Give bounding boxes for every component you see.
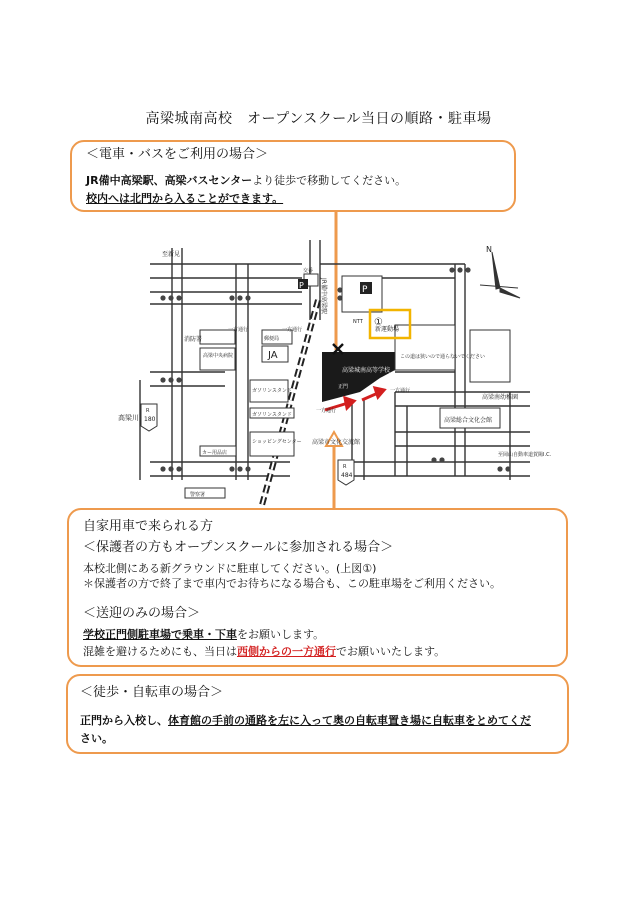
label-koban: 交番 — [303, 268, 314, 274]
label-exchange-hall: 高梁市文化交流館 — [312, 439, 361, 446]
label-school: 高梁城南高等学校 — [342, 367, 391, 374]
compass-icon — [480, 252, 520, 298]
train-bus-heading: ＜電車・バスをご利用の場合＞ — [86, 147, 269, 162]
car-box — [67, 508, 568, 667]
train-bus-line-2: 校内へは北門から入ることができます。 — [86, 192, 284, 205]
label-culture-hall: 高梁総合文化会館 — [444, 417, 493, 424]
walk-bike-enter: 正門から入校し、 — [80, 714, 168, 727]
hospital-block — [200, 348, 235, 370]
walk-bike-box — [66, 674, 569, 754]
parking-letter-1: P — [299, 281, 304, 290]
train-bus-walk: より徒歩で移動してください。 — [252, 174, 407, 187]
car-sub1-line-1: 本校北側にある新グラウンドに駐車してください。(上図①) — [83, 562, 377, 575]
label-one-way-arrow-2: 一方通行 — [390, 388, 411, 394]
label-gas-2: ガソリンスタンド — [252, 412, 292, 418]
walk-bike-line-2: さい。 — [80, 732, 113, 745]
walk-bike-line-1 — [80, 714, 531, 728]
label-ja: JA — [268, 350, 278, 361]
car-sub1-line-2: ＊保護者の方で終了まで車内でお待ちになる場合も、この駐車場をご利用ください。 — [83, 577, 501, 590]
car-sub1-heading: ＜保護者の方もオープンスクールに参加される場合＞ — [83, 540, 394, 555]
label-police: 警察署 — [190, 492, 206, 498]
car-sub2-heading: ＜送迎のみの場合＞ — [83, 606, 201, 621]
train-bus-stations: JR備中高梁駅、高梁バスセンター — [86, 174, 253, 187]
train-bus-line-1 — [86, 174, 406, 188]
label-circle-1: ① — [374, 317, 383, 328]
school-building — [322, 352, 395, 402]
car-sub2-request: をお願いします。 — [237, 628, 325, 641]
school-grounds — [395, 325, 455, 370]
label-ntt: NTT — [353, 319, 363, 325]
label-new-ground: 新運動場 — [375, 326, 400, 333]
parking-letter-2: P — [362, 285, 368, 295]
label-route-180: 180 — [144, 416, 156, 423]
label-gate: 正門 — [338, 384, 349, 390]
label-car-shop: カー用品店 — [202, 450, 228, 456]
label-kindergarten: 高梁南幼稚園 — [482, 394, 519, 401]
label-one-way-2: 一方通行 — [282, 327, 303, 333]
car-sub2-line-1 — [83, 628, 324, 642]
car-sub2-line-2 — [83, 645, 445, 659]
label-north: N — [486, 245, 492, 254]
car-sub2-one-way: 西側からの一方通行 — [237, 645, 336, 658]
label-shopping: ショッピングセンター — [252, 439, 302, 445]
label-fire-station: 消防署 — [184, 336, 203, 343]
label-hospital: 高梁中央病院 — [203, 353, 234, 359]
label-one-way-arrow-1: 一方通行 — [316, 408, 337, 414]
label-station: JR備中高梁駅 — [320, 278, 327, 314]
label-to-niimi: 至新見 — [162, 251, 181, 258]
car-sub2-thanks: でお願いいたします。 — [336, 645, 446, 658]
page-title: 高梁城南高校 オープンスクール当日の順路・駐車場 — [145, 111, 492, 127]
label-gas-1: ガソリンスタンド — [252, 388, 292, 394]
car-sub2-pickup: 学校正門側駐車場で乗車・下車 — [83, 628, 237, 641]
label-r-484: R — [343, 464, 347, 470]
walk-bike-route: 体育館の手前の通路を左に入って奥の自転車置き場に自転車をとめてくだ — [168, 714, 531, 727]
walk-bike-heading: ＜徒歩・自転車の場合＞ — [80, 685, 224, 700]
label-r-180: R — [146, 408, 150, 414]
label-one-way-1: 一方通行 — [228, 327, 249, 333]
car-heading: 自家用車で来られる方 — [83, 519, 214, 534]
label-post-office: 郵便局 — [264, 336, 280, 342]
label-route-484: 484 — [341, 472, 353, 479]
train-bus-box — [70, 140, 516, 212]
label-note-road: この道は狭いので通らないでください — [400, 354, 486, 360]
label-expressway: 至岡山自動車道賀陽I.C. — [498, 452, 552, 458]
label-river: 高梁川 — [118, 414, 139, 422]
car-sub2-avoid: 混雑を避けるためにも、当日は — [83, 645, 237, 658]
